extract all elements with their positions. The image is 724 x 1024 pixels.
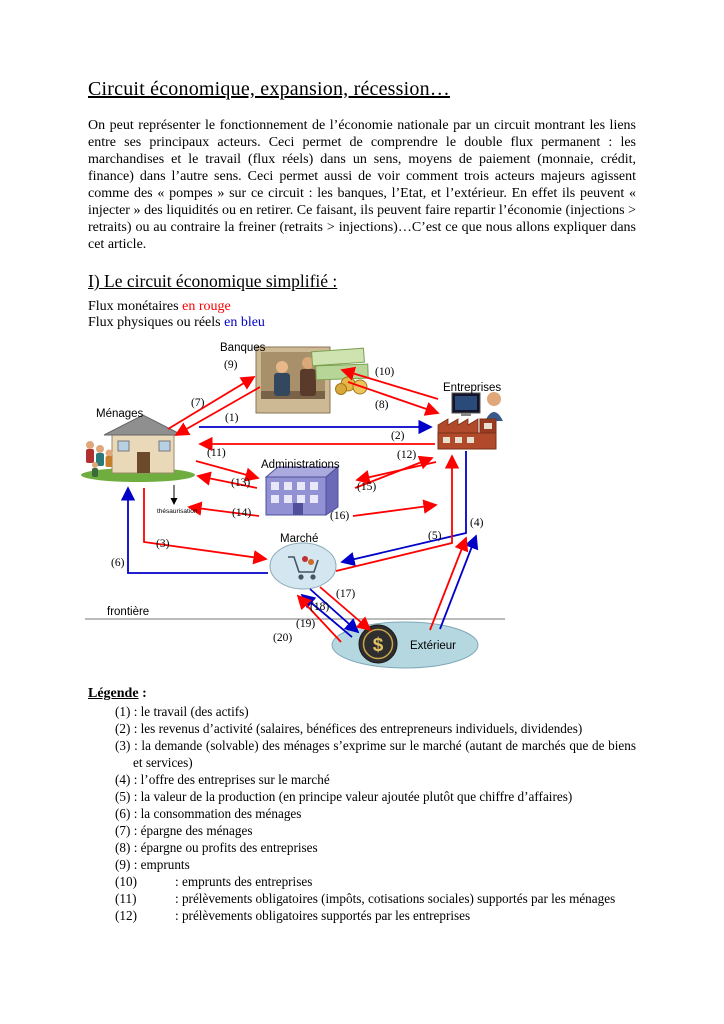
flow-label-9: (9) [224,359,238,371]
legend-item-number: (9) [115,857,131,872]
section-heading: I) Le circuit économique simplifié : [88,271,338,291]
legend-item-12 [115,907,636,924]
flow-line-11-prelevements-menages [196,461,258,478]
legend-item-number: (2) [115,721,131,736]
legend-item-10 [115,873,636,890]
legend-item-text: : l’offre des entreprises sur le marché [133,772,330,787]
dollar-icon: $ [372,635,384,656]
legend-item-number: (11) [115,891,137,906]
flow-label-5: (5) [428,530,442,542]
flow-line-6-consommation [128,488,268,573]
legend-item-text: : le travail (des actifs) [133,704,249,719]
flux-monetaires-line [88,299,636,315]
flow-label-18: (18) [310,601,330,613]
flow-label-3: (3) [156,538,170,550]
flow-label-2: (2) [391,430,405,442]
label-banques: Banques [220,342,266,354]
flow-label-11: (11) [207,447,226,459]
flow-label-10: (10) [375,366,395,378]
legend-item-text: : la demande (solvable) des ménages s’exprime sur le marché (autant de marchés que de biens et services) [133,738,637,770]
legend-section [88,685,636,924]
flow-label-12: (12) [397,449,417,461]
legend-item-text: : prélèvements obligatoires supportés par les entreprises [175,908,471,923]
legend-item-number: (10) [115,874,137,889]
flux-monetaires-label: Flux monétaires [88,299,179,314]
flow-line-10-emprunts-entreprises [348,382,438,413]
page-title: Circuit économique, expansion, récession… [88,78,450,100]
flow-line-7-epargne-menages [168,377,254,429]
flow-label-13: (13) [231,477,251,489]
legend-item-5 [115,788,636,805]
label-thesaurisation: thésaurisation [157,508,198,515]
legend-item-text: : emprunts [133,857,190,872]
flux-physiques-line [88,315,636,331]
flux-physiques-label: Flux physiques ou réels [88,315,221,330]
legend-item-text: : la consommation des ménages [133,806,302,821]
legend-item-number: (4) [115,772,131,787]
menages-illustration [81,415,195,482]
flow-label-17: (17) [336,588,356,600]
flow-line-exterieur-entreprises-blue [440,536,476,629]
administrations-illustration [266,467,338,515]
legend-item-text: : emprunts des entreprises [175,874,313,889]
legend-item-2 [115,720,636,737]
legend-item-number: (6) [115,806,131,821]
legend-item-6 [115,805,636,822]
legend-list [115,703,636,924]
circuit-diagram [0,335,724,683]
legend-item-number: (1) [115,704,131,719]
legend-item-text: : épargne ou profits des entreprises [133,840,318,855]
entreprises-illustration [438,392,503,449]
label-entreprises: Entreprises [443,382,502,394]
flux-physiques-color-word: en bleu [224,315,265,330]
legend-item-11 [115,890,636,907]
legend-item-4 [115,771,636,788]
legend-item-number: (12) [115,908,137,923]
legend-item-1 [115,703,636,720]
flow-line-16-transferts-entreprises [353,505,436,516]
legend-item-number: (8) [115,840,131,855]
intro-paragraph: On peut représenter le fonctionnement de l’économie nationale par un circuit montrant les liens entre ses principaux acteurs. Ceci permet de comprendre le double flux permanent : les marchandises et le travail (flux réels) dans un sens, moyens de paiement (monnaie, crédit, finance) dans l’autre sens. Ceci permet aussi de voir comment trois acteurs majeurs agissent comme des « pompes » sur ce circuit : les banques, l’Etat, et l’extérieur. En effet ils peuvent « injecter » des liquidités ou en retirer. Ce faisant, ils peuvent faire repartir l’économie (injections > retraits) ou au contraire la freiner (retraits > injections)…C’est ce que nous allons expliquer dans cet article. [88,118,636,252]
flow-label-19: (19) [296,618,316,630]
label-marche: Marché [280,533,319,545]
legend-item-text: : la valeur de la production (en principe valeur ajoutée plutôt que chiffre d’affaires) [133,789,573,804]
legend-item-9 [115,856,636,873]
legend-heading-suffix: : [138,686,147,701]
flow-line-exterieur-entreprises-red [430,538,466,630]
label-exterieur: Extérieur [410,640,457,652]
flow-label-15: (15) [357,481,377,493]
legend-item-text: : épargne des ménages [133,823,253,838]
flow-line-4-offre [342,451,466,562]
flux-monetaires-color-word: en rouge [182,299,231,314]
legend-item-3 [115,737,636,771]
flow-label-20: (20) [273,632,293,644]
flow-label-4: (4) [470,517,484,529]
label-menages: Ménages [96,408,144,420]
flow-label-7: (7) [191,397,205,409]
legend-item-number: (5) [115,789,131,804]
flow-label-14: (14) [232,507,252,519]
marche-illustration [270,543,336,589]
label-frontiere: frontière [107,606,150,618]
legend-item-8 [115,839,636,856]
flow-label-8: (8) [375,399,389,411]
flow-label-16: (16) [330,510,350,522]
legend-item-number: (3) [115,738,131,753]
label-administrations: Administrations [261,459,340,471]
flow-label-6: (6) [111,557,125,569]
flow-label-1: (1) [225,412,239,424]
legend-item-number: (7) [115,823,131,838]
legend-heading [88,685,636,703]
legend-heading-word: Légende [88,686,139,701]
legend-item-text: : les revenus d’activité (salaires, bénéfices des entrepreneurs individuels, dividendes) [133,721,583,736]
legend-item-7 [115,822,636,839]
legend-item-text: : prélèvements obligatoires (impôts, cotisations sociales) supportés par les ménages [175,891,616,906]
